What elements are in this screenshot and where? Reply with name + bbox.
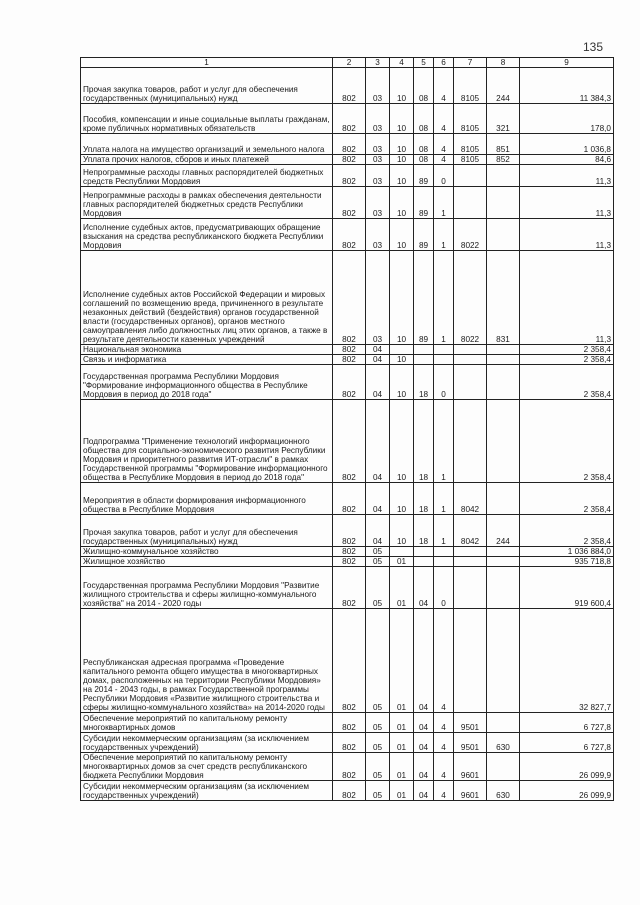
- row-description: Непрограммные расходы в рамках обеспечения деятельности главных распорядителей бюджетных средств Республики Мордовия: [81, 187, 333, 219]
- row-code-c9: 11 384,3: [520, 68, 614, 104]
- row-description: Непрограммные расходы главных распорядителей бюджетных средств Республики Мордовия: [81, 165, 333, 187]
- row-code-c3: 03: [366, 68, 390, 104]
- page-number: 135: [583, 40, 604, 54]
- row-code-c5: 08: [414, 134, 434, 155]
- row-code-c4: 10: [390, 400, 414, 483]
- row-code-c6: 4: [434, 781, 454, 801]
- row-code-c9: 11,3: [520, 187, 614, 219]
- row-code-c3: 03: [366, 155, 390, 165]
- row-code-c4: 01: [390, 567, 414, 609]
- row-code-c7: 8022: [454, 251, 487, 345]
- row-code-c4: 10: [390, 251, 414, 345]
- row-description: Государственная программа Республики Мордовия "Формирование информационного общества в Республике Мордовия в период до 2018 года": [81, 365, 333, 400]
- row-code-c5: 89: [414, 219, 434, 251]
- row-code-c5: [414, 345, 434, 355]
- row-description: Исполнение судебных актов Российской Федерации и мировых соглашений по возмещению вреда, причиненного в результате незаконных действий (бездействия) органов государственной власти (государственных органов), органов местного самоуправления либо должностных лиц этих органов, а также в результате деятельности казенных учреждений: [81, 251, 333, 345]
- row-description: Подпрограмма "Применение технологий информационного общества для социально-экономического развития Республики Мордовия и приоритетного развития ИТ-отрасли" в рамках Государственной программы "Формирование информационного общества в Республике Мордовия в период до 2018 года": [81, 400, 333, 483]
- row-code-c3: 04: [366, 345, 390, 355]
- row-code-c8: [487, 400, 520, 483]
- row-code-c8: [487, 567, 520, 609]
- table-row: [81, 355, 614, 365]
- column-header: 6: [434, 58, 454, 68]
- row-description: Пособия, компенсации и иные социальные выплаты гражданам, кроме публичных нормативных обязательств: [81, 104, 333, 134]
- row-code-c8: [487, 609, 520, 713]
- row-code-c5: 18: [414, 365, 434, 400]
- row-code-c3: 04: [366, 515, 390, 547]
- row-code-c7: [454, 557, 487, 567]
- row-code-c4: 01: [390, 753, 414, 781]
- row-description: Уплата прочих налогов, сборов и иных платежей: [81, 155, 333, 165]
- row-code-c9: 11,3: [520, 251, 614, 345]
- row-code-c8: [487, 345, 520, 355]
- row-code-c6: 0: [434, 567, 454, 609]
- row-code-c3: 05: [366, 753, 390, 781]
- row-code-c8: 852: [487, 155, 520, 165]
- row-code-c2: 802: [333, 781, 366, 801]
- row-code-c2: 802: [333, 345, 366, 355]
- row-code-c7: 8042: [454, 515, 487, 547]
- row-code-c4: 10: [390, 365, 414, 400]
- row-code-c3: 05: [366, 547, 390, 557]
- row-code-c2: 802: [333, 400, 366, 483]
- table-row: [81, 104, 614, 134]
- row-code-c4: 01: [390, 733, 414, 753]
- row-code-c3: 04: [366, 365, 390, 400]
- row-code-c3: 03: [366, 187, 390, 219]
- row-code-c5: [414, 547, 434, 557]
- row-description: Обеспечение мероприятий по капитальному ремонту многоквартирных домов: [81, 713, 333, 733]
- row-description: Субсидии некоммерческим организациям (за исключением государственных учреждений): [81, 733, 333, 753]
- column-header: 9: [520, 58, 614, 68]
- table-row: [81, 733, 614, 753]
- row-code-c5: 04: [414, 713, 434, 733]
- row-description: Связь и информатика: [81, 355, 333, 365]
- table-row: [81, 219, 614, 251]
- row-code-c5: 08: [414, 104, 434, 134]
- row-code-c6: 4: [434, 68, 454, 104]
- row-code-c4: 10: [390, 165, 414, 187]
- row-code-c8: [487, 483, 520, 515]
- row-code-c8: 831: [487, 251, 520, 345]
- column-header: 5: [414, 58, 434, 68]
- row-code-c9: 919 600,4: [520, 567, 614, 609]
- table-row: [81, 567, 614, 609]
- row-code-c9: 2 358,4: [520, 365, 614, 400]
- row-code-c5: 89: [414, 165, 434, 187]
- row-code-c6: 1: [434, 219, 454, 251]
- row-code-c5: 89: [414, 251, 434, 345]
- row-code-c6: [434, 345, 454, 355]
- row-code-c2: 802: [333, 609, 366, 713]
- row-code-c9: 26 099,9: [520, 781, 614, 801]
- row-code-c8: [487, 187, 520, 219]
- table-row: [81, 483, 614, 515]
- row-code-c5: [414, 557, 434, 567]
- row-code-c7: 9501: [454, 733, 487, 753]
- row-code-c7: 9601: [454, 753, 487, 781]
- row-code-c4: 01: [390, 609, 414, 713]
- row-description: Жилищно-коммунальное хозяйство: [81, 547, 333, 557]
- row-code-c4: 01: [390, 557, 414, 567]
- row-code-c2: 802: [333, 515, 366, 547]
- row-code-c9: 1 036,8: [520, 134, 614, 155]
- row-code-c6: 1: [434, 400, 454, 483]
- row-code-c5: 04: [414, 609, 434, 713]
- row-code-c8: [487, 557, 520, 567]
- row-code-c7: [454, 365, 487, 400]
- row-code-c9: 6 727,8: [520, 733, 614, 753]
- row-code-c9: 935 718,8: [520, 557, 614, 567]
- row-code-c8: [487, 165, 520, 187]
- row-description: Государственная программа Республики Мордовия "Развитие жилищного строительства и сферы жилищно-коммунального хозяйства" на 2014 - 2020 годы: [81, 567, 333, 609]
- row-code-c4: 01: [390, 713, 414, 733]
- row-code-c5: 08: [414, 68, 434, 104]
- row-code-c5: 04: [414, 567, 434, 609]
- row-code-c5: 04: [414, 781, 434, 801]
- row-code-c8: [487, 547, 520, 557]
- row-code-c2: 802: [333, 187, 366, 219]
- row-code-c6: [434, 557, 454, 567]
- row-code-c2: 802: [333, 567, 366, 609]
- row-code-c6: [434, 547, 454, 557]
- row-code-c9: 2 358,4: [520, 400, 614, 483]
- row-code-c7: [454, 400, 487, 483]
- row-code-c6: 0: [434, 365, 454, 400]
- row-code-c8: [487, 355, 520, 365]
- row-code-c6: 1: [434, 515, 454, 547]
- table-row: [81, 400, 614, 483]
- column-header: 4: [390, 58, 414, 68]
- row-code-c4: 10: [390, 483, 414, 515]
- row-code-c2: 802: [333, 134, 366, 155]
- row-code-c9: 6 727,8: [520, 713, 614, 733]
- row-description: Прочая закупка товаров, работ и услуг для обеспечения государственных (муниципальных) нужд: [81, 515, 333, 547]
- row-code-c2: 802: [333, 753, 366, 781]
- row-description: Субсидии некоммерческим организациям (за исключением государственных учреждений): [81, 781, 333, 801]
- row-code-c8: [487, 365, 520, 400]
- row-code-c3: 05: [366, 781, 390, 801]
- row-code-c2: 802: [333, 713, 366, 733]
- row-code-c6: [434, 355, 454, 365]
- row-code-c4: 10: [390, 187, 414, 219]
- row-code-c5: 04: [414, 733, 434, 753]
- row-code-c6: 4: [434, 713, 454, 733]
- column-header: 3: [366, 58, 390, 68]
- row-code-c4: 10: [390, 104, 414, 134]
- table-row: [81, 345, 614, 355]
- row-code-c3: 03: [366, 104, 390, 134]
- row-code-c2: 802: [333, 557, 366, 567]
- row-code-c7: [454, 165, 487, 187]
- row-code-c9: 26 099,9: [520, 753, 614, 781]
- row-code-c6: 4: [434, 155, 454, 165]
- row-code-c2: 802: [333, 365, 366, 400]
- row-code-c9: 84,6: [520, 155, 614, 165]
- row-description: Жилищное хозяйство: [81, 557, 333, 567]
- row-code-c2: 802: [333, 165, 366, 187]
- row-code-c3: 05: [366, 609, 390, 713]
- row-description: Уплата налога на имущество организаций и земельного налога: [81, 134, 333, 155]
- row-code-c7: [454, 567, 487, 609]
- row-code-c6: 0: [434, 165, 454, 187]
- row-code-c2: 802: [333, 355, 366, 365]
- row-code-c8: [487, 219, 520, 251]
- row-code-c2: 802: [333, 68, 366, 104]
- row-code-c6: 4: [434, 104, 454, 134]
- table-row: [81, 187, 614, 219]
- row-code-c6: 4: [434, 609, 454, 713]
- row-code-c8: [487, 713, 520, 733]
- row-code-c6: 4: [434, 753, 454, 781]
- row-code-c2: 802: [333, 251, 366, 345]
- row-code-c7: [454, 187, 487, 219]
- row-code-c7: [454, 609, 487, 713]
- row-code-c3: 04: [366, 400, 390, 483]
- row-code-c3: 03: [366, 219, 390, 251]
- row-description: Республиканская адресная программа «Проведение капитального ремонта общего имущества в многоквартирных домах, расположенных на территории Республики Мордовия» на 2014 - 2043 годы, в рамках Государственной программы Республики Мордовия «Развитие жилищного строительства и сферы жилищно-коммунального хозяйства» на 2014-2020 годы: [81, 609, 333, 713]
- row-code-c9: 11,3: [520, 219, 614, 251]
- table-row: [81, 251, 614, 345]
- row-code-c6: 1: [434, 251, 454, 345]
- row-code-c5: 89: [414, 187, 434, 219]
- row-code-c6: 4: [434, 134, 454, 155]
- row-code-c4: 10: [390, 68, 414, 104]
- row-code-c9: 2 358,4: [520, 515, 614, 547]
- table-header-row: [81, 58, 614, 68]
- row-code-c9: 2 358,4: [520, 483, 614, 515]
- row-description: Мероприятия в области формирования информационного общества в Республике Мордовия: [81, 483, 333, 515]
- row-code-c2: 802: [333, 219, 366, 251]
- row-code-c5: 18: [414, 515, 434, 547]
- row-code-c5: [414, 355, 434, 365]
- row-code-c6: 1: [434, 187, 454, 219]
- row-code-c5: 18: [414, 400, 434, 483]
- table-row: [81, 753, 614, 781]
- row-code-c8: 321: [487, 104, 520, 134]
- row-code-c7: 8105: [454, 68, 487, 104]
- row-code-c7: 8105: [454, 134, 487, 155]
- row-code-c3: 05: [366, 733, 390, 753]
- row-code-c8: 244: [487, 68, 520, 104]
- row-code-c9: 32 827,7: [520, 609, 614, 713]
- table-row: [81, 547, 614, 557]
- table-row: [81, 515, 614, 547]
- row-code-c4: [390, 547, 414, 557]
- table-row: [81, 155, 614, 165]
- row-code-c9: 1 036 884,0: [520, 547, 614, 557]
- row-code-c7: [454, 547, 487, 557]
- row-code-c8: 630: [487, 733, 520, 753]
- row-code-c3: 03: [366, 165, 390, 187]
- row-code-c3: 03: [366, 134, 390, 155]
- row-code-c7: [454, 355, 487, 365]
- row-code-c2: 802: [333, 155, 366, 165]
- table-row: [81, 68, 614, 104]
- row-code-c2: 802: [333, 733, 366, 753]
- row-code-c4: 01: [390, 781, 414, 801]
- column-header: 2: [333, 58, 366, 68]
- column-header: 1: [81, 58, 333, 68]
- row-code-c8: [487, 753, 520, 781]
- row-code-c4: 10: [390, 219, 414, 251]
- row-code-c9: 2 358,4: [520, 345, 614, 355]
- row-code-c4: 10: [390, 355, 414, 365]
- table-row: [81, 134, 614, 155]
- row-code-c7: 8042: [454, 483, 487, 515]
- table-row: [81, 557, 614, 567]
- budget-table: [80, 57, 614, 801]
- row-code-c2: 802: [333, 547, 366, 557]
- row-code-c9: 11,3: [520, 165, 614, 187]
- row-code-c7: 8105: [454, 155, 487, 165]
- table-row: [81, 781, 614, 801]
- row-code-c6: 1: [434, 483, 454, 515]
- row-description: Исполнение судебных актов, предусматривающих обращение взыскания на средства республиканского бюджета Республики Мордовия: [81, 219, 333, 251]
- table-row: [81, 609, 614, 713]
- row-code-c2: 802: [333, 483, 366, 515]
- row-description: Обеспечение мероприятий по капитальному ремонту многоквартирных домов за счет средств республиканского бюджета Республики Мордовия: [81, 753, 333, 781]
- row-code-c5: 08: [414, 155, 434, 165]
- table-row: [81, 365, 614, 400]
- row-code-c8: 851: [487, 134, 520, 155]
- row-code-c5: 18: [414, 483, 434, 515]
- row-code-c3: 03: [366, 251, 390, 345]
- column-header: 7: [454, 58, 487, 68]
- table-row: [81, 713, 614, 733]
- row-code-c3: 05: [366, 713, 390, 733]
- row-code-c6: 4: [434, 733, 454, 753]
- row-code-c3: 04: [366, 355, 390, 365]
- row-code-c7: [454, 345, 487, 355]
- row-code-c9: 2 358,4: [520, 355, 614, 365]
- table-row: [81, 165, 614, 187]
- row-code-c4: 10: [390, 155, 414, 165]
- row-code-c4: 10: [390, 134, 414, 155]
- row-code-c3: 05: [366, 567, 390, 609]
- row-code-c4: [390, 345, 414, 355]
- row-code-c7: 9601: [454, 781, 487, 801]
- row-code-c7: 9501: [454, 713, 487, 733]
- row-code-c2: 802: [333, 104, 366, 134]
- row-code-c5: 04: [414, 753, 434, 781]
- row-code-c7: 8105: [454, 104, 487, 134]
- row-code-c3: 04: [366, 483, 390, 515]
- row-code-c3: 05: [366, 557, 390, 567]
- row-code-c8: 630: [487, 781, 520, 801]
- row-code-c7: 8022: [454, 219, 487, 251]
- column-header: 8: [487, 58, 520, 68]
- row-description: Прочая закупка товаров, работ и услуг для обеспечения государственных (муниципальных) нужд: [81, 68, 333, 104]
- row-code-c9: 178,0: [520, 104, 614, 134]
- row-code-c4: 10: [390, 515, 414, 547]
- row-code-c8: 244: [487, 515, 520, 547]
- row-description: Национальная экономика: [81, 345, 333, 355]
